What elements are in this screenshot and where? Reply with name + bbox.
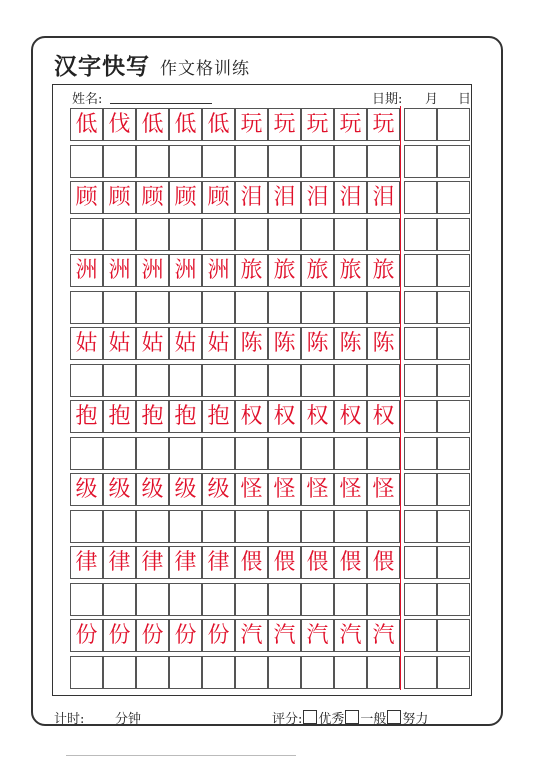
practice-char-cell: 级 [136, 473, 169, 506]
blank-cell [268, 510, 301, 543]
practice-char-cell: 顾 [169, 181, 202, 214]
practice-char-cell: 汽 [367, 619, 400, 652]
blank-cell [334, 510, 367, 543]
side-blank-cell [404, 546, 437, 579]
blank-cell [136, 145, 169, 178]
blank-cell [268, 656, 301, 689]
blank-cell [169, 583, 202, 616]
side-blank-cell [437, 254, 470, 287]
timer-label: 计时: [54, 712, 85, 727]
practice-char-cell: 玩 [235, 108, 268, 141]
option-excellent: 优秀 [318, 712, 345, 727]
practice-char-cell: 律 [70, 546, 103, 579]
day-label: 日 [458, 92, 472, 107]
sheet-title: 汉字快写 [54, 54, 150, 80]
practice-char-cell: 姑 [70, 327, 103, 360]
blank-cell [202, 510, 235, 543]
practice-char-cell: 低 [202, 108, 235, 141]
blank-cell [367, 583, 400, 616]
sheet-subtitle: 作文格训练 [160, 59, 250, 79]
blank-cell [202, 218, 235, 251]
option-effort: 努力 [402, 712, 429, 727]
practice-char-cell: 陈 [268, 327, 301, 360]
blank-cell [334, 364, 367, 397]
blank-cell [136, 437, 169, 470]
practice-char-cell: 伐 [103, 108, 136, 141]
practice-char-cell: 陈 [334, 327, 367, 360]
practice-char-cell: 汽 [301, 619, 334, 652]
practice-char-cell: 洲 [169, 254, 202, 287]
practice-char-cell: 泪 [301, 181, 334, 214]
checkbox-average[interactable] [345, 710, 359, 724]
practice-char-cell: 陈 [367, 327, 400, 360]
margin-guide-line [400, 106, 401, 690]
side-blank-cell [437, 218, 470, 251]
side-blank-cell [437, 473, 470, 506]
practice-char-cell: 汽 [334, 619, 367, 652]
blank-cell [268, 583, 301, 616]
blank-cell [103, 364, 136, 397]
blank-cell [70, 145, 103, 178]
blank-cell [202, 145, 235, 178]
practice-char-cell: 洲 [70, 254, 103, 287]
side-blank-cell [437, 583, 470, 616]
practice-char-cell: 份 [70, 619, 103, 652]
practice-char-cell: 玩 [301, 108, 334, 141]
side-blank-cell [437, 327, 470, 360]
blank-cell [301, 145, 334, 178]
practice-char-cell: 泪 [235, 181, 268, 214]
side-blank-cell [437, 400, 470, 433]
minute-label: 分钟 [115, 712, 142, 727]
practice-char-cell: 顾 [202, 181, 235, 214]
practice-char-cell: 抱 [103, 400, 136, 433]
blank-cell [136, 364, 169, 397]
practice-char-cell: 玩 [334, 108, 367, 141]
blank-cell [70, 656, 103, 689]
checkbox-effort[interactable] [387, 710, 401, 724]
blank-cell [334, 291, 367, 324]
practice-char-cell: 泪 [268, 181, 301, 214]
side-blank-cell [437, 364, 470, 397]
practice-char-cell: 份 [169, 619, 202, 652]
side-blank-cell [404, 437, 437, 470]
blank-cell [169, 291, 202, 324]
blank-cell [235, 583, 268, 616]
practice-char-cell: 抱 [169, 400, 202, 433]
side-blank-cell [437, 108, 470, 141]
practice-char-cell: 偎 [235, 546, 268, 579]
side-blank-cell [404, 400, 437, 433]
blank-cell [169, 145, 202, 178]
blank-cell [301, 583, 334, 616]
blank-cell [136, 218, 169, 251]
blank-cell [268, 291, 301, 324]
practice-char-cell: 级 [70, 473, 103, 506]
side-blank-cell [404, 181, 437, 214]
side-blank-cell [437, 145, 470, 178]
practice-char-cell: 洲 [136, 254, 169, 287]
blank-cell [70, 291, 103, 324]
blank-cell [169, 218, 202, 251]
side-blank-cell [404, 510, 437, 543]
blank-cell [136, 510, 169, 543]
blank-cell [235, 437, 268, 470]
blank-cell [235, 656, 268, 689]
blank-cell [301, 291, 334, 324]
practice-char-cell: 抱 [136, 400, 169, 433]
blank-cell [202, 291, 235, 324]
practice-char-cell: 陈 [301, 327, 334, 360]
practice-char-cell: 顾 [70, 181, 103, 214]
practice-char-cell: 抱 [202, 400, 235, 433]
side-blank-cell [404, 108, 437, 141]
practice-char-cell: 洲 [103, 254, 136, 287]
option-average: 一般 [360, 712, 387, 727]
practice-char-cell: 旅 [301, 254, 334, 287]
practice-char-cell: 旅 [334, 254, 367, 287]
side-blank-cell [437, 291, 470, 324]
practice-char-cell: 洲 [202, 254, 235, 287]
practice-char-cell: 顾 [103, 181, 136, 214]
side-blank-cell [404, 254, 437, 287]
checkbox-excellent[interactable] [303, 710, 317, 724]
practice-char-cell: 份 [136, 619, 169, 652]
practice-char-cell: 权 [301, 400, 334, 433]
practice-char-cell: 律 [136, 546, 169, 579]
blank-cell [268, 145, 301, 178]
score-area [272, 708, 428, 727]
blank-cell [169, 656, 202, 689]
side-blank-cell [404, 327, 437, 360]
blank-cell [235, 218, 268, 251]
blank-cell [235, 145, 268, 178]
side-blank-cell [404, 364, 437, 397]
practice-char-cell: 偎 [268, 546, 301, 579]
blank-cell [367, 656, 400, 689]
blank-cell [301, 656, 334, 689]
blank-cell [202, 583, 235, 616]
practice-char-cell: 怪 [301, 473, 334, 506]
blank-cell [103, 218, 136, 251]
practice-char-cell: 律 [202, 546, 235, 579]
name-label: 姓名: [72, 92, 103, 107]
blank-cell [334, 218, 367, 251]
score-label: 评分: [272, 712, 303, 727]
blank-cell [268, 437, 301, 470]
bottom-rule [66, 755, 296, 756]
blank-cell [70, 437, 103, 470]
blank-cell [202, 656, 235, 689]
date-label: 日期: [372, 92, 403, 107]
blank-cell [268, 364, 301, 397]
blank-cell [169, 510, 202, 543]
blank-cell [103, 510, 136, 543]
blank-cell [136, 656, 169, 689]
side-blank-cell [437, 510, 470, 543]
side-blank-cell [404, 218, 437, 251]
blank-cell [235, 291, 268, 324]
blank-cell [367, 437, 400, 470]
blank-cell [268, 218, 301, 251]
practice-char-cell: 汽 [268, 619, 301, 652]
blank-cell [301, 218, 334, 251]
blank-cell [367, 291, 400, 324]
practice-char-cell: 律 [169, 546, 202, 579]
practice-char-cell: 陈 [235, 327, 268, 360]
blank-cell [301, 364, 334, 397]
practice-char-cell: 汽 [235, 619, 268, 652]
blank-cell [169, 364, 202, 397]
blank-cell [136, 583, 169, 616]
side-blank-cell [437, 546, 470, 579]
practice-char-cell: 旅 [268, 254, 301, 287]
practice-char-cell: 低 [136, 108, 169, 141]
practice-char-cell: 怪 [268, 473, 301, 506]
practice-char-cell: 级 [202, 473, 235, 506]
practice-char-cell: 低 [70, 108, 103, 141]
side-blank-cell [404, 619, 437, 652]
practice-char-cell: 泪 [367, 181, 400, 214]
practice-char-cell: 玩 [268, 108, 301, 141]
practice-char-cell: 怪 [334, 473, 367, 506]
side-blank-cell [437, 619, 470, 652]
blank-cell [235, 364, 268, 397]
blank-cell [103, 583, 136, 616]
practice-char-cell: 权 [334, 400, 367, 433]
practice-char-cell: 抱 [70, 400, 103, 433]
blank-cell [70, 218, 103, 251]
side-blank-cell [404, 583, 437, 616]
practice-char-cell: 玩 [367, 108, 400, 141]
practice-char-cell: 姑 [103, 327, 136, 360]
blank-cell [202, 364, 235, 397]
practice-char-cell: 权 [268, 400, 301, 433]
blank-cell [202, 437, 235, 470]
blank-cell [70, 583, 103, 616]
practice-char-cell: 权 [235, 400, 268, 433]
blank-cell [367, 145, 400, 178]
practice-char-cell: 姑 [169, 327, 202, 360]
blank-cell [334, 145, 367, 178]
practice-char-cell: 权 [367, 400, 400, 433]
practice-char-cell: 泪 [334, 181, 367, 214]
practice-char-cell: 怪 [367, 473, 400, 506]
side-blank-cell [437, 656, 470, 689]
side-blank-cell [437, 181, 470, 214]
blank-cell [103, 291, 136, 324]
practice-char-cell: 怪 [235, 473, 268, 506]
side-blank-cell [404, 656, 437, 689]
practice-char-cell: 律 [103, 546, 136, 579]
blank-cell [103, 145, 136, 178]
blank-cell [367, 218, 400, 251]
practice-char-cell: 姑 [136, 327, 169, 360]
blank-cell [70, 364, 103, 397]
blank-cell [136, 291, 169, 324]
practice-char-cell: 级 [169, 473, 202, 506]
blank-cell [70, 510, 103, 543]
blank-cell [235, 510, 268, 543]
side-blank-cell [437, 437, 470, 470]
blank-cell [301, 510, 334, 543]
blank-cell [103, 656, 136, 689]
practice-char-cell: 旅 [367, 254, 400, 287]
blank-cell [334, 656, 367, 689]
practice-char-cell: 份 [103, 619, 136, 652]
blank-cell [334, 583, 367, 616]
practice-char-cell: 姑 [202, 327, 235, 360]
side-blank-cell [404, 291, 437, 324]
side-blank-cell [404, 473, 437, 506]
blank-cell [103, 437, 136, 470]
blank-cell [367, 364, 400, 397]
blank-cell [334, 437, 367, 470]
practice-char-cell: 级 [103, 473, 136, 506]
blank-cell [169, 437, 202, 470]
practice-char-cell: 偎 [334, 546, 367, 579]
side-blank-cell [404, 145, 437, 178]
month-label: 月 [425, 92, 439, 107]
practice-char-cell: 低 [169, 108, 202, 141]
practice-char-cell: 偎 [367, 546, 400, 579]
practice-char-cell: 顾 [136, 181, 169, 214]
practice-char-cell: 偎 [301, 546, 334, 579]
blank-cell [301, 437, 334, 470]
practice-char-cell: 份 [202, 619, 235, 652]
blank-cell [367, 510, 400, 543]
practice-char-cell: 旅 [235, 254, 268, 287]
